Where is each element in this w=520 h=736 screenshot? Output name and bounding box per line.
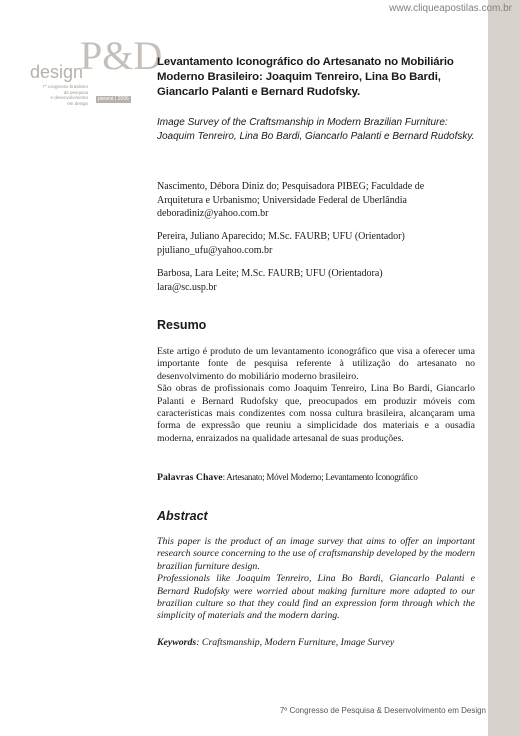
author-1: Nascimento, Débora Diniz do; Pesquisadora PIBEG; Faculdade de Arquitetura e Urbanismo; Universidade Federal de Uberlândia deboradiniz@yahoo.com.br bbox=[157, 181, 425, 219]
logo-badge: paraná | 2006 bbox=[98, 96, 129, 102]
abstract-heading: Abstract bbox=[157, 509, 208, 523]
abstract-paragraph: Professionals like Joaquim Tenreiro, Lina Bo Bardi, Giancarlo Palanti e Bernard Rudofsky were worried about making furniture more adapted to our brazilian culture so that they could find an expression form through which the simplicity of materials and the modern daring. bbox=[157, 573, 475, 622]
page-margin-band bbox=[488, 0, 520, 736]
author-2: Pereira, Juliano Aparecido; M.Sc. FAURB; UFU (Orientador) pjuliano_ufu@yahoo.com.br bbox=[157, 231, 405, 256]
resumo-paragraph: São obras de profissionais como Joaquim Tenreiro, Lina Bo Bardi, Giancarlo Palanti e Bernard Rudofsky que, preocupados em produzir móveis com características mais condizentes com nossa cultura brasileira, alcançaram uma forma de expressão que reuniu a simplicidade dos materiais e a ousadia moderna, enraizados na qualidade artesanal de suas produções. bbox=[157, 383, 475, 444]
logo-mark: P&D bbox=[80, 33, 163, 78]
resumo-paragraph: Este artigo é produto de um levantamento iconográfico que visa a oferecer uma importante fonte de pesquisa referente à utilização do artesanato no desenvolvimento do mobiliário moderno brasileiro. bbox=[157, 346, 475, 382]
logo-subtitle: 7º congresso brasileiro de pesquisa e desenvolvimento em design bbox=[42, 84, 88, 106]
logo-word: design bbox=[30, 62, 84, 82]
page-footer: 7º Congresso de Pesquisa & Desenvolvimento em Design bbox=[279, 706, 486, 715]
conference-logo bbox=[28, 33, 163, 106]
abstract-body bbox=[157, 536, 475, 623]
resumo-body bbox=[157, 346, 475, 445]
keywords-text: : Craftsmanship, Modern Furniture, Image Survey bbox=[196, 637, 395, 648]
abstract-paragraph: This paper is the product of an image survey that aims to offer an important research source concerning to the use of craftsmanship developed by the modern brazilian furniture design. bbox=[157, 536, 475, 572]
keywords-label: Palavras Chave bbox=[157, 472, 223, 483]
paper-title: Levantamento Iconográfico do Artesanato no Mobiliário Moderno Brasileiro: Joaquim Tenreiro, Lina Bo Bardi, Giancarlo Palanti e Bernard Rudofsky. bbox=[157, 56, 454, 98]
author-3: Barbosa, Lara Leite; M.Sc. FAURB; UFU (Orientadora) lara@sc.usp.br bbox=[157, 268, 383, 293]
paper-title-english: Image Survey of the Craftsmanship in Modern Brazilian Furniture: Joaquim Tenreiro, Lina Bo Bardi, Giancarlo Palanti e Bernard Rudofsky. bbox=[157, 117, 475, 142]
keywords-text: : Artesanato; Móvel Moderno; Levantamento Iconográfico bbox=[222, 472, 418, 482]
resumo-keywords bbox=[157, 471, 475, 484]
abstract-keywords bbox=[157, 637, 475, 649]
resumo-heading: Resumo bbox=[157, 318, 207, 332]
keywords-label: Keywords bbox=[157, 637, 197, 648]
watermark-url: www.cliqueapostilas.com.br bbox=[389, 3, 512, 14]
